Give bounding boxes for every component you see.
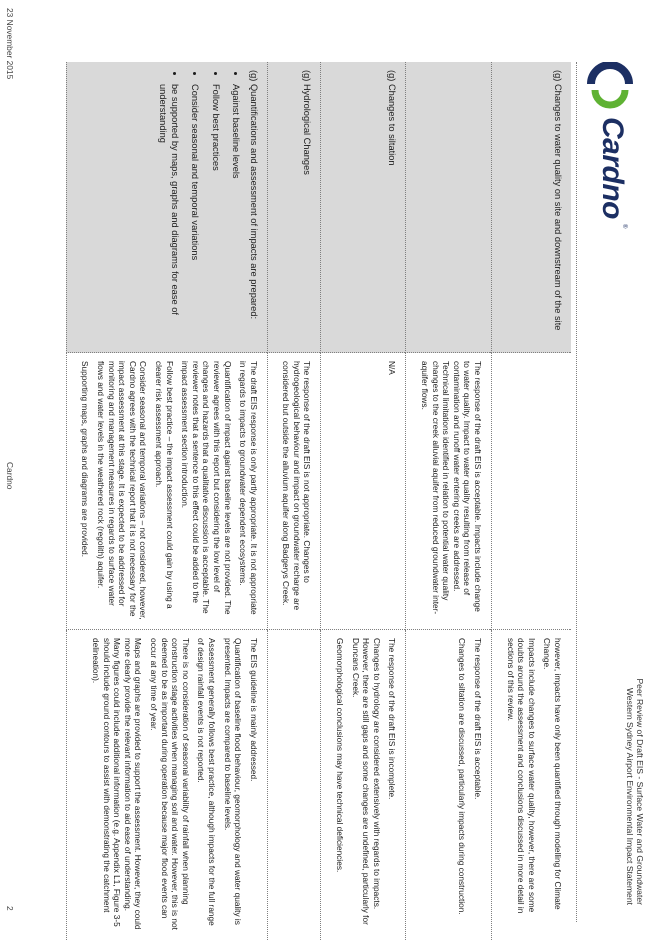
review-row [267, 62, 321, 940]
response-paragraph: The response of the draft EIS is incomplete. [387, 638, 398, 932]
response-paragraph: Changes to siltation are discussed, particularly impacts during construction. [457, 638, 468, 932]
footer-page-number: 2 [5, 906, 15, 911]
eis-requirement-cell [66, 62, 267, 353]
surface-water-response-cell [406, 630, 492, 940]
review-row [406, 62, 492, 940]
requirement-bullet-item: • Against baseline levels [230, 84, 242, 344]
response-paragraph: Maps and graphs are provided to support the assessment. However, they could more clearly provide the relevant information to aid ease of understanding. Many figures could include additional information (e.g. Appendix L1, Figure 3-5 should include ground contours to assist with demonstrating the catchment delineation). [90, 638, 143, 932]
response-paragraph: Geomorphological conclusions may have technical deficiencies. [335, 638, 346, 932]
review-row [66, 62, 267, 940]
response-paragraph: There is no consideration of seasonal variability of rainfall when planning construction stage activities when managing soil and water. However, this is not deemed to be as important during operation because major flood events can occur at any time of year. [148, 638, 190, 932]
groundwater-response-cell [66, 353, 267, 630]
document-header-title [625, 545, 645, 905]
eis-requirement-cell [267, 62, 321, 353]
response-paragraph: Follow best practice – the impact assessment could gain by using a clearer risk assessment approach. [153, 361, 174, 621]
requirement-bullet-item: • Follow best practices [209, 84, 221, 344]
surface-water-response-cell [492, 630, 571, 940]
response-paragraph: Consider seasonal and temporal variations – not considered, however, Cardno agrees with the technical report that it is not necessary for the impact assessment at this stage. It is expected to be addressed for monitoring and management measures in regards to surface water flows and water levels in the weathered rock (regolith) aquifer. [95, 361, 148, 621]
requirement-topic: (g) Changes to water quality on site and downstream of the site [552, 70, 564, 344]
cardno-logo-icon [587, 62, 633, 112]
requirement-bullet-item: • Consider seasonal and temporal variations [189, 84, 201, 344]
footer-date: 23 November 2015 [5, 8, 15, 79]
cardno-logo [583, 62, 633, 282]
surface-water-response-cell [321, 630, 406, 940]
groundwater-response-cell [267, 353, 321, 630]
response-paragraph: The EIS guideline is mainly addressed. [248, 638, 259, 932]
groundwater-response-cell [492, 353, 571, 630]
review-row [321, 62, 406, 940]
response-paragraph: Quantification of impact against baseline levels are not provided. The reviewer agrees with this report but considering the low level of changes and hazards that a qualitative discussion is acceptable. The reviewer notes that a sentence to this effect could be added to the impact assessment section introduction. [180, 361, 233, 621]
response-paragraph: Supporting maps, graphs and diagrams are provided. [80, 361, 91, 621]
logo-registered-mark: ® [621, 224, 627, 228]
logo-wordmark: Cardno [595, 117, 629, 219]
response-paragraph: however, impacts have only been quantified through modelling for Climate Change. [542, 638, 563, 932]
header-title-line-2: Western Sydney Airport Environmental Impact Statement [625, 545, 635, 905]
requirement-topic: (g) Quantifications and assessment of impacts are prepared: [247, 70, 259, 344]
response-paragraph: The response of the draft EIS is acceptable. Impacts include change to water quality. Impact to water quality resulting from release of contamination and runoff water entering creeks are addressed. Technical limitations identified in relation to potential water quality changes to the creek alluvial aquifer from reduced groundwater inter-aquifer flows. [419, 361, 483, 621]
requirement-topic: (g) Changes to siltation [386, 70, 398, 344]
response-paragraph: Quantification of baseline flood behaviour, geomorphology and water quality is presented. Impacts are compared to baseline levels. [222, 638, 243, 932]
groundwater-response-cell [321, 353, 406, 630]
response-paragraph: Assessment generally follows best practice, although impacts for the full range of design rainfall events is not reported. [196, 638, 217, 932]
eis-requirement-cell [406, 62, 492, 353]
requirement-bullet-item: • be supported by maps, graphs and diagrams for ease of understanding [157, 84, 180, 344]
review-table [66, 62, 571, 940]
requirement-topic: (g) Hydrological Changes [301, 70, 313, 344]
header-title-line-1: Peer Review of Draft EIS - Surface Water and Groundwater [635, 545, 645, 905]
response-paragraph: The draft EIS response is only partly appropriate. It is not appropriate in regards to impacts to groundwater dependent ecosystems. [238, 361, 259, 621]
eis-requirement-cell [321, 62, 406, 353]
eis-requirement-cell [492, 62, 571, 353]
response-paragraph: The response of the draft EIS is not appropriate. Changes to hydrogeological behaviour and impact on groundwater recharge are considered but outside the alluvium aquifer along Badgerys Creek. [281, 361, 313, 621]
response-paragraph: The response of the draft EIS is acceptable. [472, 638, 483, 932]
surface-water-response-cell [66, 630, 267, 940]
surface-water-response-cell [267, 630, 321, 940]
response-paragraph: N/A [387, 361, 398, 621]
review-row [492, 62, 571, 940]
requirement-bullet-list [157, 70, 242, 344]
header-divider [576, 62, 577, 922]
footer-company: Cardno [5, 462, 15, 489]
response-paragraph: Changes to hydrology are considered extensively with regards to impacts. However, there are still gaps and some changes are undefined, particularly for Duncans Creek. [350, 638, 382, 932]
response-paragraph: Impacts include changes to surface water quality, however, there are some doubts around the assessment and conclusions discussed in more detail in sections of this review. [505, 638, 537, 932]
groundwater-response-cell [406, 353, 492, 630]
